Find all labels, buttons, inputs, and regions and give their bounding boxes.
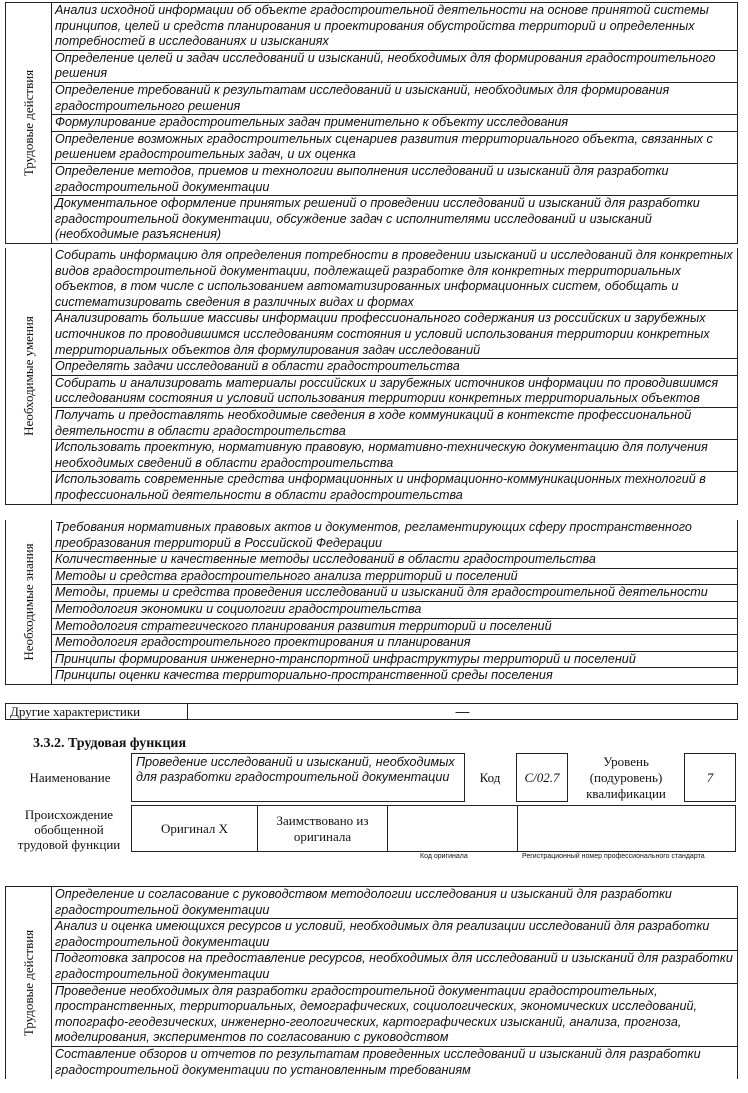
list-item: Использовать современные средства информационных и информационно-коммуникационных технологий в профессиональной деятельности в области градостроительства (55, 472, 706, 502)
other-characteristics-value: — (455, 703, 470, 719)
code-value: C/02.7 (516, 753, 568, 802)
origin-label: Происхождение обобщенной трудовой функции (17, 806, 121, 852)
list-item: Методология стратегического планирования развития территорий и поселений (52, 619, 737, 636)
list-item: Методы, приемы и средства проведения исследований и изысканий для градостроительной деятельности (52, 585, 737, 602)
qualification-level-label: Уровень (подуровень) квалификации (586, 753, 666, 801)
required-knowledge-label: Необходимые знания (20, 543, 36, 661)
list-item: Определение и согласование с руководством методологии исследования и изысканий для разработки градостроительной документации (52, 887, 737, 919)
original-cell: Оригинал X (131, 805, 258, 852)
labor-actions-label-2: Трудовые действия (20, 929, 36, 1037)
required-skills-label-cell (6, 248, 52, 504)
list-item: Собирать информацию для определения потребности в проведении изысканий и исследований для конкретных видов градостроительной документации, подлежащей разработке для конкретных территориальных объектов, в том числе с использованием автоматизированных информационных систем, обобщать и систематизировать сведения в различных видах и формах (52, 248, 737, 311)
original-code-cell (387, 805, 518, 852)
other-characteristics-row (5, 703, 738, 720)
list-item: Методология экономики и социологии градостроительства (52, 602, 737, 619)
list-item: Методология градостроительного проектирования и планирования (52, 635, 737, 652)
list-item: Проведение необходимых для разработки градостроительной документации градостроительных, пространственных, территориальных, демографических, социологических, экономических исследований, топографо-геодезических, инженерно-геологических, картографических изысканий, анализа, прогноза, моделирования, экспериментов по согласованию с руководством (52, 984, 737, 1047)
list-item: Анализ и оценка имеющихся ресурсов и условий, необходимых для реализации исследований для разработки градостроительной документации (52, 919, 737, 951)
registration-number-caption: Регистрационный номер профессионального стандарта (522, 853, 705, 860)
list-item: Собирать и анализировать материалы российских и зарубежных источников информации по проводившимся исследованиям состояния и условий использования территории конкретных территориальных объектов (52, 376, 737, 408)
list-item: Анализировать большие массивы информации профессионального содержания из российских и зарубежных источников по проводившимся исследованиям состояния и условий использования территории конкретных территориальных объектов для формулирования задач исследований (52, 311, 737, 359)
list-item: Документальное оформление принятых решений о проведении исследований и изысканий для разработки градостроительной документации, обсуждение задач с исполнителями исследований и изысканий (необходимые разъяснения) (55, 196, 700, 242)
list-item: Использовать проектную, нормативную правовую, нормативно-техническую документацию для получения необходимых сведений в области градостроительства (52, 440, 737, 472)
list-item: Определение методов, приемов и технологии выполнения исследований и изысканий для разработки градостроительной документации (52, 164, 737, 196)
required-knowledge-list (52, 520, 737, 684)
list-item: Принципы оценки качества территориально-пространственной среды поселения (55, 668, 553, 683)
code-label: Код (479, 770, 501, 785)
list-item: Получать и предоставлять необходимые сведения в ходе коммуникаций в контексте профессиональной деятельности в области градостроительства (52, 408, 737, 440)
qualification-level-value: 7 (684, 753, 736, 802)
required-knowledge-section (5, 520, 738, 685)
list-item: Определение возможных градостроительных сценариев развития территориального объекта, связанных с решением градостроительных задач, и их оценка (52, 132, 737, 164)
labor-actions-section (5, 2, 738, 244)
list-item: Формулирование градостроительных задач применительно к объекту исследования (52, 115, 737, 132)
required-knowledge-label-cell (6, 520, 52, 684)
list-item: Составление обзоров и отчетов по результатам проведенных исследований и изысканий для разработки градостроительной документации по установленным требованиям (55, 1046, 701, 1077)
labor-actions-label-cell-2 (6, 887, 52, 1079)
required-skills-label: Необходимые умения (20, 315, 36, 436)
labor-actions-section-2 (5, 886, 738, 1079)
list-item: Анализ исходной информации об объекте градостроительной деятельности на основе принятой системы принципов, целей и средств планирования и проектирования обустройства территорий и определенных потребностей в исследованиях и изысканиях (52, 3, 737, 51)
list-item: Определение требований к результатам исследований и изысканий, необходимых для формирования градостроительного решения (52, 83, 737, 115)
original-code-caption: Код оригинала (420, 853, 468, 860)
labor-actions-list (52, 3, 737, 243)
labor-actions-label-cell (6, 3, 52, 243)
labor-actions-label: Трудовые действия (20, 69, 36, 177)
other-characteristics-label: Другие характеристики (6, 704, 188, 719)
name-label: Наименование (29, 770, 111, 785)
function-name-value: Проведение исследований и изысканий, необходимых для разработки градостроительной документации (131, 753, 465, 802)
list-item: Количественные и качественные методы исследований в области градостроительства (52, 552, 737, 569)
borrowed-cell: Заимствовано из оригинала (257, 805, 388, 852)
list-item: Требования нормативных правовых актов и документов, регламентирующих сферу пространственного преобразования территорий в Российской Федерации (52, 520, 737, 552)
list-item: Определение целей и задач исследований и изысканий, необходимых для формирования градостроительного решения (52, 51, 737, 83)
section-title: 3.3.2. Трудовая функция (33, 736, 187, 751)
list-item: Подготовка запросов на предоставление ресурсов, необходимых для исследований и изысканий для разработки градостроительной документации (52, 951, 737, 983)
labor-actions-list-2 (52, 887, 737, 1079)
registration-number-cell (517, 805, 736, 852)
list-item: Принципы формирования инженерно-транспортной инфраструктуры территорий и поселений (52, 652, 737, 669)
list-item: Определять задачи исследований в области градостроительства (52, 359, 737, 376)
required-skills-section (5, 248, 738, 505)
list-item: Методы и средства градостроительного анализа территорий и поселений (52, 569, 737, 586)
required-skills-list (52, 248, 737, 504)
